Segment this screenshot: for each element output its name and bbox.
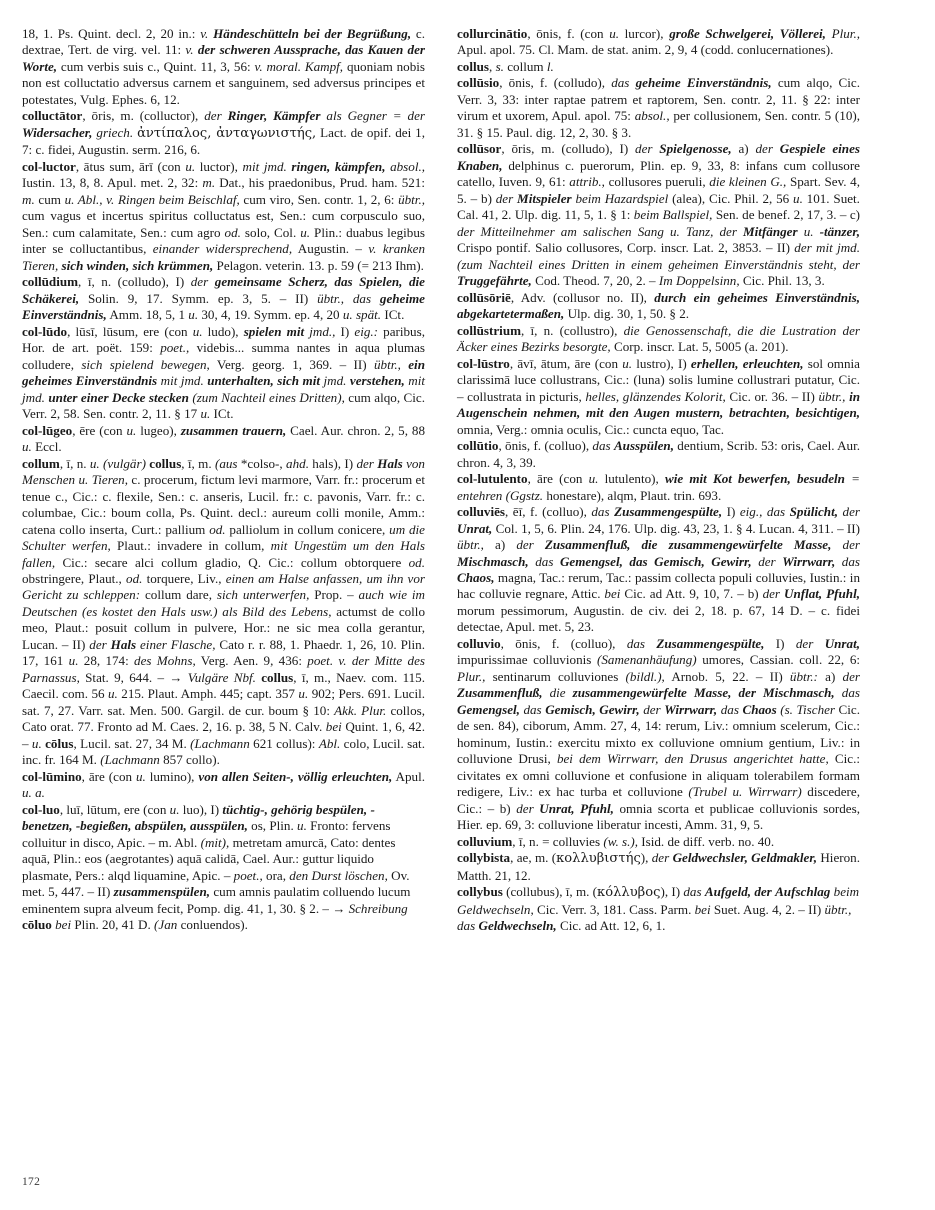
dictionary-entry-collybista: collybista, ae, m. (κολλυβιστής), der Geldwechsler, Geldmakler, Hieron. Matth. 21, 12. (457, 850, 860, 883)
right-text-column (457, 26, 860, 935)
dictionary-entry-col-lutulento: col-lutulento, āre (con u. lutulento), wie mit Kot bewerfen, besudeln = entehren (Ggstz. honestare), alqm, Plaut. trin. 693. (457, 471, 860, 503)
dictionary-entry-collusorie: collūsōriē, Adv. (collusor no. II), durch ein geheimes Einverständnis, abgekartetermaßen, Ulp. dig. 30, 1, 50. § 2. (457, 289, 861, 322)
dictionary-entry-col-lustro: col-lūstro, āvī, ātum, āre (con u. lustro), I) erhellen, erleuchten, sol omnia clarissimā luce collustrans, Cic.: (luna) solis lumine collustrari putatur, Cic. – collustrata in picturis, helles, glänzendes Kolorit, Cic. or. 36. – II) übtr., in Augenschein nehmen, mit den Augen mustern, betrachten, besichtigen, omnia, Verg.: omnia oculis, Cic.: cuncta equo, Tac. (457, 355, 860, 437)
dictionary-entry-collurcinatio: collurcinātio, ōnis, f. (con u. lurcor), große Schwelgerei, Völlerei, Plur., Apul. apol. 75. Cl. Mam. de stat. anim. 2, 9, 4 (codd. conlucernationes). (457, 26, 860, 58)
dictionary-entry-colluvies: colluviēs, ēī, f. (colluo), das Zusammengespülte, I) eig., das Spülicht, der Unrat, Col. 1, 5, 6. Plin. 24, 176. Ulp. dig. 43, 23, 1. § 4. Lucan. 4, 311. – II) übtr., a) der Zusammenfluß, die zusammengewürfelte Masse, der Mischmasch, das Gemengsel, das Gemisch, Gewirr, der Wirrwarr, das Chaos, magna, Tac.: rerum, Tac.: passim collecta populi colluvies, Iustin.: in hac colluvie regnare, Attic. bei Cic. ad Att. 9, 10, 7. – b) der Unflat, Pfuhl, morum pessimorum, Augustin. de civ. dei 2, 18. p. 67, 14 D. – c. fidei detectae, Apul. met. 5, 23. (457, 504, 860, 635)
dictionary-entry-collusor: collūsor, ōris, m. (colludo), I) der Spielgenosse, a) der Gespiele eines Knaben, delphinus c. puerorum, Plin. ep. 9, 33, 8: infans cum collusore catello, Iuven. 9, 61: attrib., collusores pueruli, die kleinen G., Spart. Sev. 4, 5. – b) der Mitspieler beim Hazardspiel (alea), Cic. Phil. 2, 56 u. 101. Suet. Cal. 41, 2. Ulp. dig. 11, 5, 1. § 1: beim Ballspiel, Sen. de benef. 2, 17, 3. – c) der Mitteilnehmer am salischen Sang u. Tanz, der Mitfänger u. -tänzer, Crispo pontif. Salio collusores, Corp. inscr. Lat. 2, 3853. – II) der mit jmd. (zum Nachteil eines Dritten in einem geheimen Einverständnis steht, der Truggefährte, Cod. Theod. 7, 20, 2. – Im Doppelsinn, Cic. Phil. 13, 3. (457, 141, 860, 289)
page-number: 172 (22, 1176, 41, 1188)
dictionary-entry-col-luo: col-luo, luī, lūtum, ere (con u. luo), I) tüchtig-, gehörig bespülen, -benetzen, -begießen, abspülen, ausspülen, os, Plin. u. Fronto: fervens colluitur in disco, Apic. – m. Abl. (mit), metretam amurcā, Cato: dentes aquā, Plin.: eos (aegrotantes) aquā calidā, Cael. Aur.: guttur liquido plasmate, Pers.: alqd liquamine, Apic. – poet., ora, den Durst löschen, Ov. met. 5, 447. – II) zusammenspülen, cum amnis paulatim colluendo lucum eminentem supra alveum fecit, Pomp. dig. 41, 1, 30. § 2. – → Schreibung cōluo bei Plin. 20, 41 D. (Jan conluendos). (22, 801, 411, 933)
dictionary-entry-collybus: collybus (collubus), ī, m. (κόλλυβος), I) das Aufgeld, der Aufschlag beim Geldwechseln, Cic. Verr. 3, 181. Cass. Parm. bei Suet. Aug. 4, 2. – II) übtr., das Geldwechseln, Cic. ad Att. 12, 6, 1. (457, 884, 860, 934)
dictionary-entry-colluctator: colluctātor, ōris, m. (colluctor), der Ringer, Kämpfer als Gegner = der Widersacher, griech. ἀντίπαλος, ἀνταγωνιστής, Lact. de opif. dei 1, 7: c. fidei, Augustin. serm. 216, 6. (22, 108, 425, 158)
dictionary-entry-colludium: collūdium, ī, n. (colludo), I) der gemeinsame Scherz, das Spielen, die Schäkerei, Solin. 9, 17. Symm. ep. 3, 5. – II) übtr., das geheime Einverständnis, Amm. 18, 5, 1 u. 30, 4, 19. Symm. ep. 4, 20 u. spät. ICt. (22, 274, 425, 323)
dictionary-entry-col-lumino: col-lūmino, āre (con u. lumino), von allen Seiten-, völlig erleuchten, Apul. u. a. (22, 768, 425, 801)
dictionary-entry-colluvium: colluvium, ī, n. = colluvies (w. s.), Isid. de diff. verb. no. 40. (457, 833, 775, 849)
dictionary-entry-col-lugeo: col-lūgeo, ēre (con u. lugeo), zusammen trauern, Cael. Aur. chron. 2, 5, 88 u. Eccl. (22, 422, 425, 455)
dictionary-entry-collusio: collūsio, ōnis, f. (colludo), das geheime Einverständnis, cum alqo, Cic. Verr. 3, 33: inter raptae patrem et raptorem, Sen. contr. 2, 11. § 22: inter virum et uxorem, Apul. apol. 75: absol., per collusionem, Sen. contr. 5 (10), 31. § 15. Paul. dig. 12, 2, 30. § 3. (457, 75, 860, 140)
dictionary-entry-col-luctor: col-luctor, ātus sum, ārī (con u. luctor), mit jmd. ringen, kämpfen, absol., Iustin. 13, 8, 8. Apul. met. 2, 32: m. Dat., his praedonibus, Prud. ham. 521: m. cum u. Abl., v. Ringen beim Beischlaf, cum viro, Sen. contr. 1, 2, 6: übtr., cum vagus et incertus spiritus colluctatus est, Sen.: cum corpusculo suo, Sen.: cum calamitate, Sen.: cum agro od. solo, Col. u. Plin.: duabus legibus inter se colluctantibus, einander widersprechend, Augustin. – v. kranken Tieren, sich winden, sich krümmen, Pelagon. veterin. 13. p. 59 (= 213 Ihm). (22, 158, 425, 273)
dictionary-entry-collustrium: collūstrium, ī, n. (collustro), die Genossenschaft, die die Lustration der Äcker eines Bezirks besorgte, Corp. inscr. Lat. 5, 5005 (a. 201). (457, 322, 860, 355)
dictionary-entry-continuation-collucto: 18, 1. Ps. Quint. decl. 2, 20 in.: v. Händeschütteln bei der Begrüßung, c. dextrae, Tert. de virg. vel. 11: v. der schweren Aussprache, das Kauen der Worte, cum verbis suis c., Quint. 11, 3, 56: v. moral. Kampf, quoniam nobis non est colluctatio adversus carnem et sanguinem, sed adversus principes et potestates, Vulg. Ephes. 6, 12. (22, 26, 426, 107)
dictionary-entry-colluvio: colluvio, ōnis, f. (colluo), das Zusammengespülte, I) der Unrat, impurissimae colluvionis (Samenanhäufung) umores, Cassian. coll. 22, 6: Plur., sentinarum colluviones (bildl.), Arnob. 5, 22. – II) übtr.: a) der Zusammenfluß, die zusammengewürfelte Masse, der Mischmasch, das Gemengsel, das Gemisch, Gewirr, der Wirrwarr, das Chaos (s. Tischer Cic. de sen. 84), ciborum, Amm. 27, 4, 14: rerum, Liv.: omnium scelerum, Cic.: hominum, Iustin.: exercitu mixto ex colluvione omnium gentium, Liv.: in colluvione Drusi, bei dem Wirrwarr, den Drusus angerichtet hatte, Cic.: civitates ex omni colluvione et confusione in aliquam tolerabilem formam redigere, Liv.: ex hac turba et colluvione (Trubel u. Wirrwarr) discedere, Cic.: – b) der Unrat, Pfuhl, omnia scorta et publicae colluvionis sordes, Hier. ep. 69, 3: colluvione liberatur incesti, Amm. 31, 9, 5. (457, 635, 861, 833)
two-column-body (22, 26, 913, 1161)
dictionary-entry-collum: collum, ī, n. u. (vulgär) collus, ī, m. (aus *colso-, ahd. hals), I) der Hals von Menschen u. Tieren, c. procerum, fictum levi marmore, Varr. fr.: procerum et tenue c., Cic.: c. flexile, Sen.: c. anseris, Lucil. fr.: c. pavonis, Varr. fr.: c. columbae, Cic.: boum colla, Ps. Quint. decl.: aureum colli monile, Amm.: catena collo inserta, Curt.: pallium od. palliolum in collum conicere, um die Schulter werfen, Plaut.: invadere in collum, mit Ungestüm um den Hals fallen, Cic.: secare alci collum gladio, Q. Cic.: collum obtorquere od. obstringere, Plaut., od. torquere, Liv., einen am Halse anfassen, um ihn vor Gericht zu schleppen: collum dare, sich unterwerfen, Prop. – auch wie im Deutschen (es kostet den Hals usw.) als Bild des Lebens, actumst de collo meo, Plaut.: posuit collum in pulvere, Hor.: ne sic mea colla gerantur, Lucan. – II) der Hals einer Flasche, Cato r. r. 88, 1. Phaedr. 1, 26, 10. Plin. 17, 161 u. 28, 174: des Mohns, Verg. Aen. 9, 436: poet. v. der Mitte des Parnassus, Stat. 9, 644. – → Vulgäre Nbf. collus, ī, m., Naev. com. 115. Caecil. com. 56 u. 215. Plaut. Amph. 445; capt. 357 u. 902; Pers. 691. Lucil. sat. 7, 27. Varr. sat. Men. 500. Gargil. de cur. boum § 10: Akk. Plur. collos, Cato orat. 77. Fronto ad M. Caes. 2, 16. p. 38, 5 N. Calv. bei Quint. 1, 6, 42. – u. cōlus, Lucil. sat. 27, 34 M. (Lachmann 621 collus): Abl. colo, Lucil. sat. inc. fr. 164 M. (Lachmann 857 collo). (22, 455, 426, 768)
dictionary-entry-collus: collus, s. collum l. (457, 58, 554, 74)
left-text-column (22, 26, 425, 934)
dictionary-entry-collutio: collūtio, ōnis, f. (colluo), das Ausspülen, dentium, Scrib. 53: oris, Cael. Aur. chron. 4, 3, 39. (457, 438, 861, 470)
dictionary-entry-col-ludo: col-lūdo, lūsī, lūsum, ere (con u. ludo), spielen mit jmd., I) eig.: paribus, Hor. de art. poët. 159: poet., videbis... summa nantes in aqua plumas colludere, sich spielend bewegen, Verg. georg. 1, 369. – II) übtr., ein geheimes Einverständnis mit jmd. unterhalten, sich mit jmd. verstehen, mit jmd. unter einer Decke stecken (zum Nachteil eines Dritten), cum alqo, Cic. Verr. 2, 58. Sen. contr. 2, 11. § 17 u. ICt. (22, 323, 426, 422)
